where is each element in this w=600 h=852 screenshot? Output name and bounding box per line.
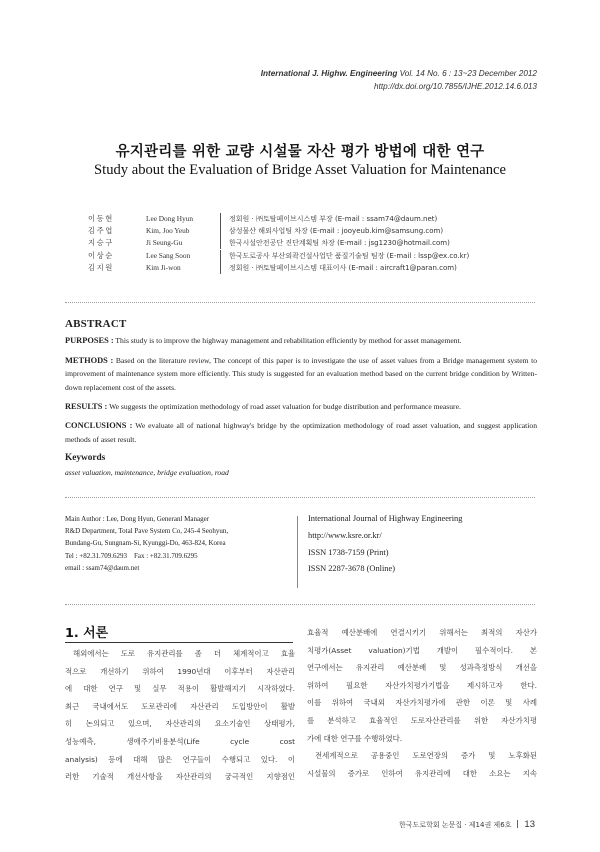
purposes-label: PURPOSES : [65, 336, 114, 346]
author-name-en: Lee Sang Soon [146, 250, 191, 260]
author-divider [220, 213, 221, 225]
results-text: We suggests the optimization methodology of road asset valuation for budge distribution and performance measure. [109, 402, 461, 412]
footer-journal: 한국도로학회 논문집 · 제14권 제6호 [399, 821, 512, 829]
author-affiliation: 삼성물산 해외사업팀 차장 (E-mail : jooyeub.kim@samsung.com) [229, 227, 444, 236]
contact-tel: Tel : +82.31.709.6293 Fax : +82.31.709.6295 [65, 551, 198, 560]
author-affiliation: 한국시설안전공단 진단계획팀 차장 (E-mail : jsg1230@hotmail.com) [229, 239, 450, 248]
keywords-text: asset valuation, maintenance, bridge evaluation, road [65, 467, 229, 477]
body-line: 위하여 필요한 자산가치평가기법을 제시하고자 한다. [307, 680, 537, 690]
body-line: 시설물의 증가로 인하여 유지관리에 대한 소요는 지속 [307, 768, 537, 778]
journal-header [261, 67, 537, 93]
title-english: Study about the Evaluation of Bridge Asset Valuation for Maintenance [94, 162, 506, 178]
author-affiliation: 정회원 · ㈜토탈페이브시스템 대표이사 (E-mail : aircraft1@paran.com) [229, 263, 457, 272]
contact-email: email : ssam74@daum.net [65, 563, 140, 572]
keywords-heading: Keywords [65, 453, 106, 464]
body-line: 성능예측, 생애주기비용분석(Life cycle cost [65, 736, 295, 746]
issn-print: ISSN 1738-7159 (Print) [308, 547, 389, 557]
abstract [65, 318, 537, 479]
author-divider [220, 237, 221, 249]
body-line: 를 분석하고 효율적인 도로자산관리를 위한 자산가치평 [307, 715, 537, 725]
contact-address: Bundang-Gu, Sungnam-Si, Kyunggi-Do, 463-824, Korea [65, 539, 226, 548]
journal-volume: Vol. 14 No. 6 : 13~23 December 2012 [399, 69, 537, 78]
body-line: 적으로 개선하기 위하여 1990년대 이후부터 자산관리 [65, 666, 295, 676]
author-name-ko: 이상순 [88, 250, 114, 260]
body-line: 최근 국내에서도 도로관리에 자산관리 도입방안이 활발 [65, 701, 295, 711]
journal-url[interactable]: http://www.ksre.or.kr/ [308, 530, 382, 540]
body-line: 러한 기술적 개선사항을 자산관리의 궁극적인 지향점인 [65, 772, 295, 782]
divider-bottom [65, 604, 535, 605]
contact-dept: R&D Department, Total Pave System Co, 245-4 Seohyun, [65, 527, 229, 536]
author-affiliation: 한국도로공사 부산외곽건설사업단 품질기술팀 팀장 (E-mail : lssp@ex.co.kr) [229, 251, 470, 260]
divider-top [65, 302, 535, 303]
body-line: 히 논의되고 있으며, 자산관리의 요소기술인 상태평가, [65, 719, 295, 729]
info-divider [297, 516, 298, 588]
journal-info-name: International Journal of Highway Engineering [308, 514, 463, 523]
author-name-en: Ji Seung-Gu [146, 238, 183, 248]
abstract-conclusions [65, 419, 537, 446]
footer-divider [517, 820, 518, 828]
author-name-en: Kim, Joo Yeub [146, 226, 190, 236]
page-footer [399, 819, 535, 830]
divider-middle [65, 497, 535, 498]
author-affiliation: 정회원 · ㈜토탈페이브시스템 부장 (E-mail : ssam74@daum.net) [229, 215, 438, 223]
issn-online: ISSN 2287-3678 (Online) [308, 564, 396, 574]
page-number: 13 [524, 819, 535, 830]
body-line: 효율적 예산분배에 연결시키기 위해서는 최적의 자산가 [307, 628, 537, 637]
body-line: 전세계적으로 공용중인 도로연장의 증가 및 노후화된 [315, 751, 537, 761]
abstract-purposes [65, 334, 537, 347]
author-name-en: Lee Dong Hyun [146, 214, 194, 223]
author-contact [65, 513, 228, 574]
journal-info [308, 511, 462, 578]
journal-doi: http://dx.doi.org/10.7855/IJHE.2012.14.6.013 [374, 82, 537, 91]
title-korean: 유지관리를 위한 교량 시설물 자산 평가 방법에 대한 연구 [115, 144, 485, 160]
body-line: 에 대한 연구 및 실무 적용이 활발해지기 시작하였다. [65, 684, 295, 694]
section-heading: 1. 서론 [65, 626, 108, 641]
body-column-left [65, 645, 295, 786]
author-name-en: Kim Ji-won [146, 262, 181, 272]
body-line: 치평가(Asset valuation)기법 개발이 필수적이다. 본 [307, 645, 537, 655]
author-name-ko: 이동현 [88, 214, 114, 223]
methods-text: Based on the literature review, The concept of this paper is to investigate the use of asset values from a Bridge management system to improvement of maintenance system more efficiently. This study is suggested for an evaluation method based on the current bridge condition by Written-down replacement cost of the assets. [65, 355, 537, 392]
abstract-results [65, 400, 537, 413]
journal-name: International J. Highw. Engineering [260, 69, 398, 78]
author-divider [220, 262, 221, 274]
body-line: 연구에서는 유지관리 예산분배 및 성과측정방식 개선을 [307, 663, 537, 673]
body-line: 가에 대한 연구를 수행하였다. [307, 733, 403, 743]
conclusions-label: CONCLUSIONS : [65, 421, 133, 431]
abstract-heading: ABSTRACT [65, 318, 127, 330]
methods-label: METHODS : [65, 355, 114, 365]
body-column-right [307, 624, 537, 782]
main-author: Main Author : Lee, Dong Hyun, Generanl Manager [65, 515, 210, 523]
abstract-methods [65, 354, 537, 394]
section-rule [65, 642, 293, 643]
results-label: RESULTS : [65, 402, 108, 412]
conclusions-text: We evaluate all of national highway's bridge by the optimization methodology of road asset valuation, and suggest application methods of asset result. [65, 421, 537, 444]
author-divider [220, 250, 221, 262]
author-name-ko: 김주엽 [88, 226, 114, 236]
author-name-ko: 지승구 [88, 238, 114, 248]
author-divider [220, 225, 221, 237]
body-line: 이를 위하여 국내외 자산가치평가에 관한 이론 및 사례 [307, 698, 537, 708]
body-line: analysis) 등에 대해 많은 연구들이 수행되고 있다. 이 [65, 754, 295, 764]
author-name-ko: 김지원 [88, 262, 114, 272]
body-line: 해외에서는 도로 유지관리를 좀 더 체계적이고 효율 [73, 649, 295, 658]
purposes-text: This study is to improve the highway management and rehabilitation efficiently by method for asset management. [115, 336, 462, 346]
